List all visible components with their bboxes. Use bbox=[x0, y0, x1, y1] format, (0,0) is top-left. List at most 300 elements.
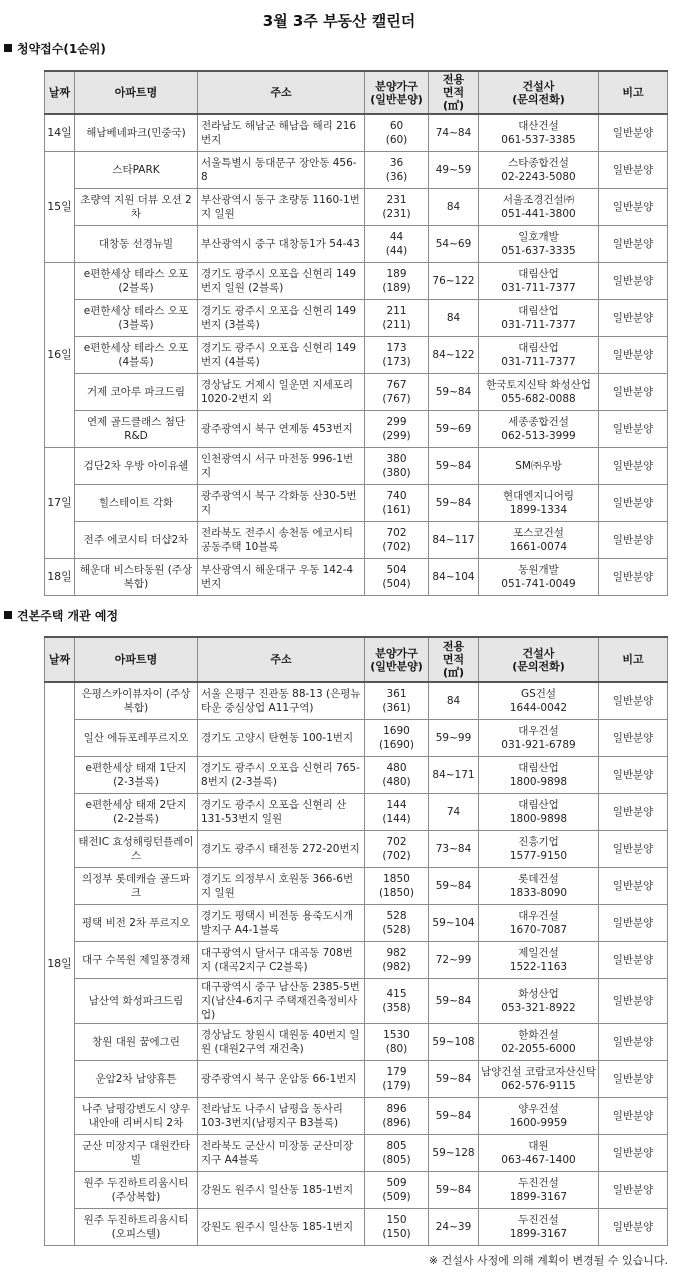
address-cell-text: 경기도 광주시 오포읍 신현리 산131-53번지 일원 bbox=[201, 798, 347, 825]
section-title-subscription bbox=[4, 40, 106, 57]
area-cell bbox=[429, 719, 479, 756]
builder-cell-text: 포스코건설 bbox=[513, 526, 564, 539]
apartment-name-cell bbox=[75, 1171, 198, 1208]
section-title-model-house bbox=[4, 607, 118, 624]
table-row bbox=[45, 114, 668, 151]
note-cell bbox=[599, 1060, 668, 1097]
units-cell-text: 1850 bbox=[383, 872, 410, 885]
builder-cell-text: 1899-3167 bbox=[509, 1190, 568, 1203]
address-cell bbox=[198, 114, 365, 151]
note-cell bbox=[599, 521, 668, 558]
col-header-line: 주소 bbox=[270, 653, 292, 666]
builder-cell bbox=[479, 1208, 599, 1245]
units-cell bbox=[365, 1134, 429, 1171]
address-cell bbox=[198, 1023, 365, 1060]
builder-cell-text: 대원 bbox=[528, 1139, 549, 1152]
units-cell-text: 1690 bbox=[383, 724, 410, 737]
table-row bbox=[45, 151, 668, 188]
note-cell-text: 일반분양 bbox=[612, 311, 654, 324]
note-cell bbox=[599, 262, 668, 299]
units-cell bbox=[365, 188, 429, 225]
table-row bbox=[45, 484, 668, 521]
col-header-line: 면적 bbox=[442, 86, 465, 99]
units-cell-text: 504 bbox=[386, 563, 407, 576]
units-cell-text: (179) bbox=[382, 1079, 411, 1092]
note-cell-text: 일반분양 bbox=[612, 805, 654, 818]
date-cell: 15일 bbox=[45, 151, 75, 262]
units-cell-text: 144 bbox=[386, 798, 407, 811]
address-cell bbox=[198, 978, 365, 1023]
apartment-name-cell-text: 해운대 비스타동원 (주상복합) bbox=[79, 563, 193, 590]
builder-cell-text: 1833-8090 bbox=[509, 886, 568, 899]
address-cell-text: 경기도 고양시 탄현동 100-1번지 bbox=[201, 731, 354, 744]
builder-cell-text: 남양건설 코람코자산신탁 bbox=[481, 1065, 596, 1078]
address-cell bbox=[198, 793, 365, 830]
address-cell bbox=[198, 904, 365, 941]
note-cell bbox=[599, 1134, 668, 1171]
apartment-name-cell bbox=[75, 1097, 198, 1134]
apartment-name-cell-text: 힐스테이트 각화 bbox=[98, 496, 174, 509]
address-cell-text: 전라남도 해남군 해남읍 해리 216번지 bbox=[201, 119, 357, 146]
units-cell bbox=[365, 793, 429, 830]
units-cell-text: 231 bbox=[386, 193, 407, 206]
area-cell bbox=[429, 521, 479, 558]
units-cell-text: (60) bbox=[385, 133, 408, 146]
units-cell-text: (211) bbox=[382, 318, 411, 331]
builder-cell-text: 062-576-9115 bbox=[501, 1079, 576, 1092]
units-cell-text: 740 bbox=[386, 489, 407, 502]
builder-cell bbox=[479, 1097, 599, 1134]
builder-cell bbox=[479, 558, 599, 595]
units-cell-text: (982) bbox=[382, 960, 411, 973]
apartment-name-cell bbox=[75, 225, 198, 262]
builder-cell-text: 051-741-0049 bbox=[501, 577, 576, 590]
area-cell-text: 59~104 bbox=[432, 916, 475, 929]
col-header-line: (일반분양) bbox=[370, 659, 423, 673]
units-cell-text: (144) bbox=[382, 812, 411, 825]
units-cell bbox=[365, 521, 429, 558]
units-cell bbox=[365, 447, 429, 484]
address-cell bbox=[198, 941, 365, 978]
builder-cell-text: 1577-9150 bbox=[509, 849, 568, 862]
note-cell-text: 일반분양 bbox=[612, 163, 654, 176]
table-row bbox=[45, 719, 668, 756]
apartment-name-cell-text: 평택 비전 2차 푸르지오 bbox=[82, 916, 190, 929]
address-cell bbox=[198, 484, 365, 521]
units-cell bbox=[365, 336, 429, 373]
col-header-name bbox=[75, 637, 198, 682]
apartment-name-cell bbox=[75, 336, 198, 373]
date-cell: 17일 bbox=[45, 447, 75, 558]
builder-cell-text: 대산건설 bbox=[518, 119, 559, 132]
apartment-name-cell bbox=[75, 114, 198, 151]
area-cell bbox=[429, 188, 479, 225]
area-cell-text: 84~171 bbox=[432, 768, 475, 781]
address-cell bbox=[198, 410, 365, 447]
units-cell bbox=[365, 756, 429, 793]
builder-cell bbox=[479, 151, 599, 188]
units-cell bbox=[365, 978, 429, 1023]
address-cell-text: 전라북도 군산시 미장동 군산미장지구 A4블록 bbox=[201, 1139, 354, 1166]
address-cell-text: 서울특별시 동대문구 장안동 456-8 bbox=[201, 156, 357, 183]
area-cell-text: 59~84 bbox=[435, 1109, 472, 1122]
builder-cell-text: 1800-9898 bbox=[509, 775, 568, 788]
units-cell bbox=[365, 719, 429, 756]
builder-cell-text: 한국토지신탁 화성산업 bbox=[486, 378, 591, 391]
address-cell-text: 경기도 의정부시 호원동 366-6번지 일원 bbox=[201, 872, 354, 899]
note-cell-text: 일반분양 bbox=[612, 200, 654, 213]
area-cell bbox=[429, 558, 479, 595]
units-cell bbox=[365, 484, 429, 521]
address-cell bbox=[198, 1097, 365, 1134]
note-cell bbox=[599, 558, 668, 595]
apartment-name-cell-text: 검단2차 우방 아이유쉘 bbox=[83, 459, 189, 472]
apartment-name-cell bbox=[75, 447, 198, 484]
builder-cell-text: 051-637-3335 bbox=[501, 244, 576, 257]
address-cell-text: 경상남도 창원시 대원동 40번지 일원 (대원2구역 재건축) bbox=[201, 1028, 360, 1055]
table-row bbox=[45, 521, 668, 558]
apartment-name-cell-text: e편한세상 태재 2단지 (2-2블록) bbox=[85, 798, 187, 825]
table-row bbox=[45, 1097, 668, 1134]
area-cell-text: 84~122 bbox=[432, 348, 475, 361]
units-cell bbox=[365, 1060, 429, 1097]
col-header-line: 분양가구 bbox=[375, 79, 418, 93]
area-cell bbox=[429, 793, 479, 830]
area-cell-text: 84~117 bbox=[432, 533, 475, 546]
units-cell-text: 480 bbox=[386, 761, 407, 774]
note-cell-text: 일반분양 bbox=[612, 459, 654, 472]
address-cell bbox=[198, 1208, 365, 1245]
apartment-name-cell bbox=[75, 521, 198, 558]
address-cell-text: 부산광역시 중구 대창동1가 54-43 bbox=[201, 237, 360, 250]
builder-cell-text: 동원개발 bbox=[518, 563, 559, 576]
note-cell-text: 일반분양 bbox=[612, 348, 654, 361]
units-cell-text: 1530 bbox=[383, 1028, 410, 1041]
builder-cell-text: 1644-0042 bbox=[509, 701, 568, 714]
apartment-name-cell bbox=[75, 410, 198, 447]
apartment-name-cell-text: 일산 에듀포레푸르지오 bbox=[83, 731, 189, 744]
apartment-name-cell bbox=[75, 904, 198, 941]
builder-cell-text: 031-711-7377 bbox=[501, 281, 576, 294]
apartment-name-cell-text: 연제 골드클래스 첨단 R&D bbox=[87, 415, 185, 442]
builder-cell bbox=[479, 793, 599, 830]
address-cell-text: 경기도 광주시 오포읍 신현리 149번지 (4블록) bbox=[201, 341, 357, 368]
table-row bbox=[45, 336, 668, 373]
builder-cell-text: 진흥기업 bbox=[518, 835, 559, 848]
builder-cell bbox=[479, 1134, 599, 1171]
area-cell-text: 24~39 bbox=[435, 1220, 472, 1233]
note-cell bbox=[599, 1208, 668, 1245]
note-cell bbox=[599, 336, 668, 373]
units-cell bbox=[365, 262, 429, 299]
note-cell bbox=[599, 867, 668, 904]
square-bullet-icon bbox=[4, 611, 12, 619]
table-row bbox=[45, 756, 668, 793]
builder-cell-text: 053-321-8922 bbox=[501, 1001, 576, 1014]
builder-cell-text: 현대엔지니어링 bbox=[502, 489, 574, 502]
col-header-line: 비고 bbox=[622, 86, 644, 99]
address-cell bbox=[198, 373, 365, 410]
note-cell bbox=[599, 1023, 668, 1060]
builder-cell-text: 대림산업 bbox=[518, 798, 559, 811]
address-cell-text: 전라남도 나주시 남평읍 동사리 103-3번지(남평지구 B3블록) bbox=[201, 1102, 343, 1129]
table-row bbox=[45, 410, 668, 447]
table-header-row bbox=[45, 71, 668, 114]
units-cell-text: (44) bbox=[385, 244, 408, 257]
units-cell-text: (173) bbox=[382, 355, 411, 368]
units-cell bbox=[365, 373, 429, 410]
col-header-line: 비고 bbox=[622, 653, 644, 666]
units-cell bbox=[365, 830, 429, 867]
area-cell-text: 76~122 bbox=[432, 274, 475, 287]
apartment-name-cell bbox=[75, 719, 198, 756]
address-cell bbox=[198, 719, 365, 756]
note-cell bbox=[599, 719, 668, 756]
address-cell-text: 경기도 평택시 비전동 용죽도시개발지구 A4-1블록 bbox=[201, 909, 354, 936]
address-cell bbox=[198, 225, 365, 262]
apartment-name-cell-text: 태전IC 효성해링턴플레이스 bbox=[78, 835, 194, 862]
units-cell-text: 179 bbox=[386, 1065, 407, 1078]
apartment-name-cell-text: 남산역 화성파크드림 bbox=[88, 994, 184, 1007]
note-cell bbox=[599, 151, 668, 188]
area-cell bbox=[429, 262, 479, 299]
table-row bbox=[45, 941, 668, 978]
section-title-text: 청약접수(1순위) bbox=[17, 42, 106, 56]
apartment-name-cell-text: e편한세상 테라스 오포 (4블록) bbox=[83, 341, 189, 368]
apartment-name-cell bbox=[75, 558, 198, 595]
builder-cell-text: 양우건설 bbox=[518, 1102, 559, 1115]
units-cell-text: (231) bbox=[382, 207, 411, 220]
units-cell-text: 509 bbox=[386, 1176, 407, 1189]
note-cell bbox=[599, 978, 668, 1023]
units-cell-text: 982 bbox=[386, 946, 407, 959]
builder-cell-text: 063-467-1400 bbox=[501, 1153, 576, 1166]
apartment-name-cell-text: 원주 두진하트리움시티 (오피스텔) bbox=[83, 1213, 189, 1240]
apartment-name-cell-text: 원주 두진하트리움시티 (주상복합) bbox=[83, 1176, 189, 1203]
apartment-name-cell-text: 전주 에코시티 더샵2차 bbox=[83, 533, 189, 546]
area-cell-text: 84~104 bbox=[432, 570, 475, 583]
table-row bbox=[45, 793, 668, 830]
area-cell-text: 84 bbox=[446, 311, 461, 324]
units-cell bbox=[365, 682, 429, 719]
table-row bbox=[45, 299, 668, 336]
area-cell bbox=[429, 447, 479, 484]
apartment-name-cell-text: e편한세상 테라스 오포 (3블록) bbox=[83, 304, 189, 331]
area-cell bbox=[429, 1134, 479, 1171]
apartment-name-cell bbox=[75, 1208, 198, 1245]
note-cell bbox=[599, 1171, 668, 1208]
area-cell bbox=[429, 1023, 479, 1060]
builder-cell-text: 대림산업 bbox=[518, 267, 559, 280]
address-cell-text: 대구광역시 중구 남산동 2385-5번지(남산4-6지구 주택재건축정비사업) bbox=[201, 980, 360, 1021]
table-row bbox=[45, 1134, 668, 1171]
builder-cell-text: 세종종합건설 bbox=[508, 415, 569, 428]
units-cell-text: (1850) bbox=[379, 886, 414, 899]
area-cell bbox=[429, 410, 479, 447]
apartment-name-cell bbox=[75, 151, 198, 188]
builder-cell bbox=[479, 188, 599, 225]
area-cell bbox=[429, 904, 479, 941]
address-cell bbox=[198, 188, 365, 225]
apartment-name-cell-text: e편한세상 태재 1단지 (2-3블록) bbox=[85, 761, 187, 788]
address-cell-text: 경상남도 거제시 일운면 지세포리 1020-2번지 외 bbox=[201, 378, 354, 405]
units-cell-text: 36 bbox=[389, 156, 404, 169]
note-cell bbox=[599, 484, 668, 521]
note-cell bbox=[599, 941, 668, 978]
apartment-name-cell bbox=[75, 484, 198, 521]
table-row bbox=[45, 978, 668, 1023]
apartment-name-cell-text: 해남베네파크(민중국) bbox=[86, 126, 186, 139]
builder-cell bbox=[479, 719, 599, 756]
address-cell-text: 광주광역시 북구 연제동 453번지 bbox=[201, 422, 353, 435]
note-cell-text: 일반분양 bbox=[612, 570, 654, 583]
note-cell-text: 일반분양 bbox=[612, 1183, 654, 1196]
area-cell-text: 59~108 bbox=[432, 1035, 475, 1048]
note-cell bbox=[599, 373, 668, 410]
col-header-address bbox=[198, 637, 365, 682]
builder-cell-text: 화성산업 bbox=[518, 987, 559, 1000]
apartment-name-cell bbox=[75, 830, 198, 867]
note-cell-text: 일반분양 bbox=[612, 731, 654, 744]
builder-cell-text: 02-2055-6000 bbox=[501, 1042, 576, 1055]
builder-cell bbox=[479, 521, 599, 558]
area-cell bbox=[429, 978, 479, 1023]
area-cell-text: 59~84 bbox=[435, 1072, 472, 1085]
address-cell-text: 인천광역시 서구 마전동 996-1번지 bbox=[201, 452, 354, 479]
units-cell bbox=[365, 558, 429, 595]
builder-cell-text: GS건설 bbox=[520, 687, 557, 700]
note-cell bbox=[599, 793, 668, 830]
area-cell bbox=[429, 1097, 479, 1134]
units-cell-text: (189) bbox=[382, 281, 411, 294]
col-header-line: (일반분양) bbox=[370, 92, 423, 106]
col-header-line: (㎡) bbox=[442, 99, 465, 112]
builder-cell bbox=[479, 336, 599, 373]
address-cell bbox=[198, 299, 365, 336]
builder-cell-text: 롯데건설 bbox=[518, 872, 559, 885]
units-cell-text: (702) bbox=[382, 849, 411, 862]
builder-cell bbox=[479, 867, 599, 904]
col-header-date bbox=[45, 637, 75, 682]
builder-cell-text: 제일건설 bbox=[518, 946, 559, 959]
builder-cell bbox=[479, 978, 599, 1023]
address-cell bbox=[198, 1060, 365, 1097]
area-cell bbox=[429, 225, 479, 262]
col-header-address bbox=[198, 71, 365, 114]
units-cell-text: (702) bbox=[382, 540, 411, 553]
col-header-line: 면적 bbox=[442, 653, 465, 666]
col-header-note bbox=[599, 637, 668, 682]
address-cell-text: 부산광역시 해운대구 우동 142-4번지 bbox=[201, 563, 354, 590]
note-cell-text: 일반분양 bbox=[612, 385, 654, 398]
note-cell bbox=[599, 410, 668, 447]
area-cell bbox=[429, 114, 479, 151]
builder-cell-text: 대림산업 bbox=[518, 304, 559, 317]
apartment-name-cell-text: 나주 남평강변도시 양우내안애 리버시티 2차 bbox=[81, 1102, 191, 1129]
area-cell bbox=[429, 373, 479, 410]
note-cell bbox=[599, 114, 668, 151]
apartment-name-cell bbox=[75, 299, 198, 336]
apartment-name-cell bbox=[75, 188, 198, 225]
address-cell-text: 부산광역시 동구 초량동 1160-1번지 일원 bbox=[201, 193, 360, 220]
col-header-line: 아파트명 bbox=[114, 653, 158, 666]
note-cell-text: 일반분양 bbox=[612, 842, 654, 855]
builder-cell-text: SM㈜우방 bbox=[515, 459, 562, 472]
area-cell bbox=[429, 151, 479, 188]
table-row bbox=[45, 1023, 668, 1060]
apartment-name-cell-text: 스타PARK bbox=[112, 163, 160, 176]
note-cell-text: 일반분양 bbox=[612, 694, 654, 707]
col-header-line: 아파트명 bbox=[114, 86, 158, 99]
area-cell bbox=[429, 484, 479, 521]
units-cell-text: (36) bbox=[385, 170, 408, 183]
area-cell-text: 59~84 bbox=[435, 385, 472, 398]
address-cell-text: 강원도 원주시 일산동 185-1번지 bbox=[201, 1220, 354, 1233]
builder-cell bbox=[479, 904, 599, 941]
address-cell-text: 경기도 광주시 태전동 272-20번지 bbox=[201, 842, 360, 855]
table-row bbox=[45, 867, 668, 904]
area-cell bbox=[429, 867, 479, 904]
units-cell-text: 173 bbox=[386, 341, 407, 354]
table-row bbox=[45, 1171, 668, 1208]
address-cell bbox=[198, 867, 365, 904]
builder-cell-text: 1661-0074 bbox=[509, 540, 568, 553]
units-cell-text: (1690) bbox=[379, 738, 414, 751]
col-header-line: 날짜 bbox=[48, 86, 71, 99]
builder-cell-text: 대림산업 bbox=[518, 341, 559, 354]
builder-cell bbox=[479, 225, 599, 262]
apartment-name-cell bbox=[75, 373, 198, 410]
apartment-name-cell-text: 의정부 롯데캐슬 골드파크 bbox=[81, 872, 191, 899]
address-cell bbox=[198, 682, 365, 719]
address-cell bbox=[198, 1171, 365, 1208]
area-cell bbox=[429, 756, 479, 793]
col-header-builder bbox=[479, 71, 599, 114]
footer-note: ※ 건설사 사정에 의해 계획이 변경될 수 있습니다. bbox=[428, 1254, 668, 1267]
apartment-name-cell bbox=[75, 867, 198, 904]
note-cell-text: 일반분양 bbox=[612, 126, 654, 139]
note-cell-text: 일반분양 bbox=[612, 496, 654, 509]
col-header-builder bbox=[479, 637, 599, 682]
note-cell-text: 일반분양 bbox=[612, 1109, 654, 1122]
builder-cell-text: 031-711-7377 bbox=[501, 318, 576, 331]
col-header-units bbox=[365, 71, 429, 114]
units-cell-text: (161) bbox=[382, 503, 411, 516]
units-cell-text: 150 bbox=[386, 1213, 407, 1226]
builder-cell-text: 일호개발 bbox=[518, 230, 559, 243]
address-cell-text: 전라북도 전주시 송천동 에코시티 공동주택 10블록 bbox=[201, 526, 354, 553]
address-cell-text: 대구광역시 달서구 대곡동 708번지 (대곡2지구 C2블록) bbox=[201, 946, 353, 973]
units-cell-text: (896) bbox=[382, 1116, 411, 1129]
area-cell-text: 74~84 bbox=[435, 126, 472, 139]
apartment-name-cell-text: 대구 수목원 제일풍경채 bbox=[81, 953, 191, 966]
apartment-name-cell bbox=[75, 756, 198, 793]
builder-cell bbox=[479, 410, 599, 447]
units-cell bbox=[365, 867, 429, 904]
builder-cell-text: 두진건설 bbox=[518, 1213, 559, 1226]
units-cell-text: 211 bbox=[386, 304, 407, 317]
col-header-line: 전용 bbox=[442, 640, 465, 653]
square-bullet-icon bbox=[4, 44, 12, 52]
units-cell bbox=[365, 1023, 429, 1060]
area-cell bbox=[429, 336, 479, 373]
note-cell-text: 일반분양 bbox=[612, 1146, 654, 1159]
note-cell bbox=[599, 1097, 668, 1134]
note-cell-text: 일반분양 bbox=[612, 1072, 654, 1085]
apartment-name-cell bbox=[75, 941, 198, 978]
units-cell-text: 528 bbox=[386, 909, 407, 922]
col-header-date bbox=[45, 71, 75, 114]
